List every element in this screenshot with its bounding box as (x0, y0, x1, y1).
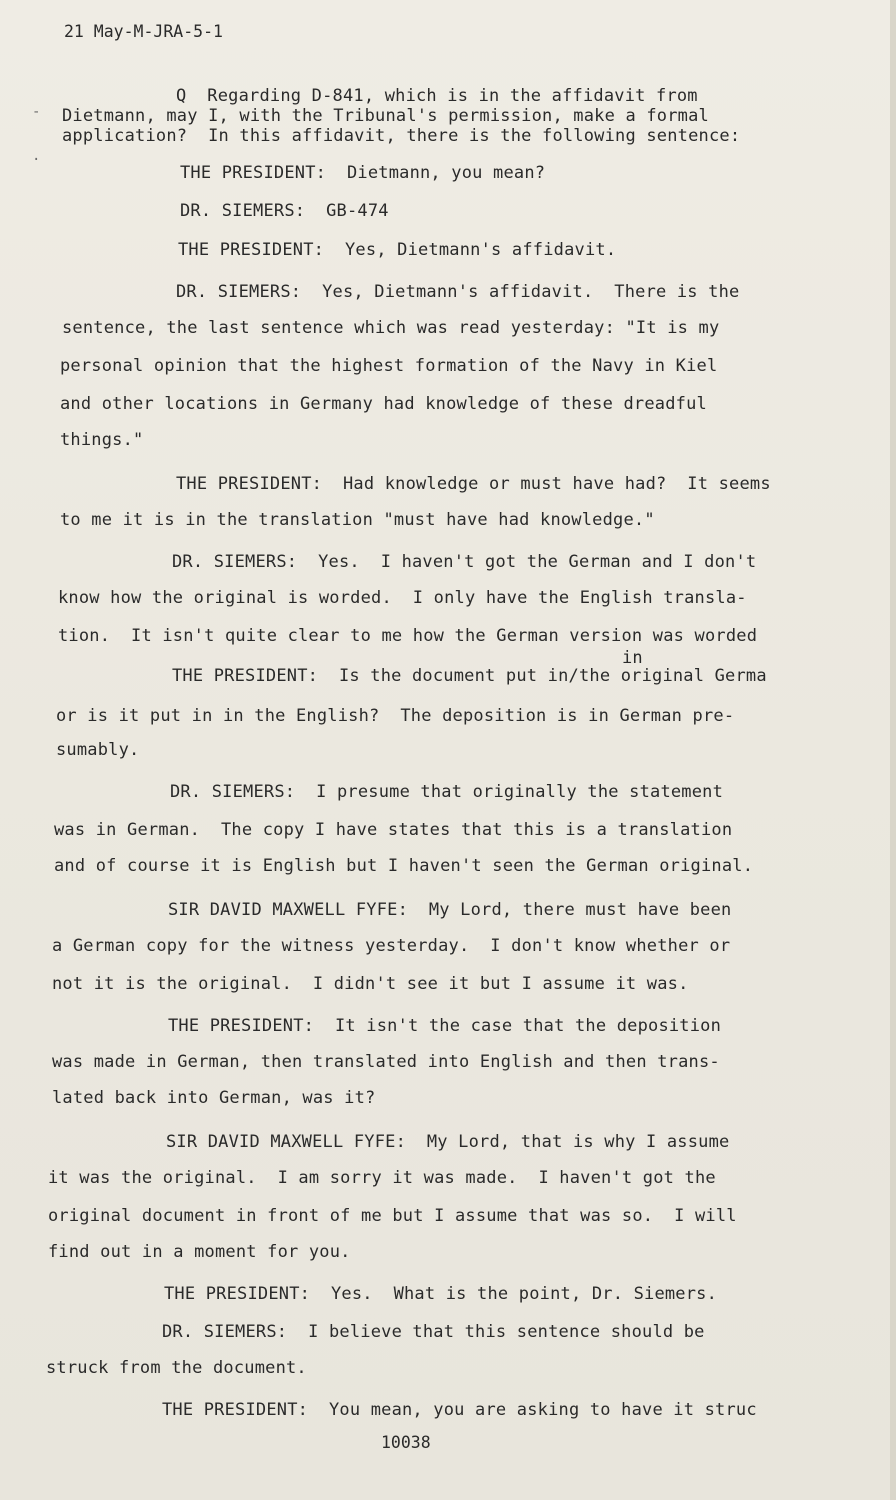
text-line: was made in German, then translated into English and then trans- (52, 1052, 720, 1072)
page-edge (890, 0, 896, 1500)
text-line: Dietmann, may I, with the Tribunal's permission, make a formal (62, 106, 709, 126)
text-line: sumably. (56, 740, 140, 760)
text-line: personal opinion that the highest formation of the Navy in Kiel (60, 356, 718, 376)
text-line: to me it is in the translation "must have had knowledge." (60, 510, 655, 530)
text-line: THE PRESIDENT: Had knowledge or must have had? It seems (176, 474, 771, 494)
text-line: DR. SIEMERS: Yes, Dietmann's affidavit. There is the (176, 282, 740, 302)
text-line: know how the original is worded. I only have the English transla- (58, 588, 747, 608)
text-line: THE PRESIDENT: Dietmann, you mean? (180, 163, 546, 183)
text-line: struck from the document. (46, 1358, 307, 1378)
text-line: it was the original. I am sorry it was made. I haven't got the (48, 1168, 716, 1188)
text-line: not it is the original. I didn't see it but I assume it was. (52, 974, 689, 994)
margin-mark: · (32, 152, 41, 168)
text-line: application? In this affidavit, there is the following sentence: (62, 126, 741, 146)
text-line: lated back into German, was it? (52, 1088, 376, 1108)
text-line: DR. SIEMERS: I presume that originally the statement (170, 782, 724, 802)
text-line: and of course it is English but I haven't seen the German original. (54, 856, 754, 876)
text-line: sentence, the last sentence which was read yesterday: "It is my (62, 318, 720, 338)
text-line: in (622, 648, 643, 668)
text-line: THE PRESIDENT: Yes. What is the point, Dr. Siemers. (164, 1284, 718, 1304)
text-line: find out in a moment for you. (48, 1242, 351, 1262)
text-line: DR. SIEMERS: I believe that this sentence should be (162, 1322, 705, 1342)
page-number: 10038 (381, 1433, 431, 1452)
text-line: THE PRESIDENT: Yes, Dietmann's affidavit. (178, 240, 617, 260)
text-line: DR. SIEMERS: Yes. I haven't got the German and I don't (172, 552, 757, 572)
text-line: and other locations in Germany had knowledge of these dreadful (60, 394, 707, 414)
text-line: THE PRESIDENT: You mean, you are asking to have it struc (162, 1400, 757, 1420)
margin-mark: - (32, 104, 41, 120)
text-line: SIR DAVID MAXWELL FYFE: My Lord, that is why I assume (166, 1132, 730, 1152)
text-line: was in German. The copy I have states that this is a translation (54, 820, 733, 840)
page-header: 21 May-M-JRA-5-1 (64, 22, 223, 41)
text-line: tion. It isn't quite clear to me how the German version was worded (58, 626, 758, 646)
text-line: THE PRESIDENT: Is the document put in/the original Germa (172, 666, 767, 686)
text-line: things." (60, 430, 144, 450)
text-line: THE PRESIDENT: It isn't the case that the deposition (168, 1016, 722, 1036)
text-line: original document in front of me but I assume that was so. I will (48, 1206, 737, 1226)
text-line: a German copy for the witness yesterday. I don't know whether or (52, 936, 731, 956)
text-line: SIR DAVID MAXWELL FYFE: My Lord, there must have been (168, 900, 732, 920)
text-line: Q Regarding D-841, which is in the affidavit from (176, 86, 698, 106)
text-line: or is it put in in the English? The deposition is in German pre- (56, 706, 735, 726)
text-line: DR. SIEMERS: GB-474 (180, 201, 389, 221)
